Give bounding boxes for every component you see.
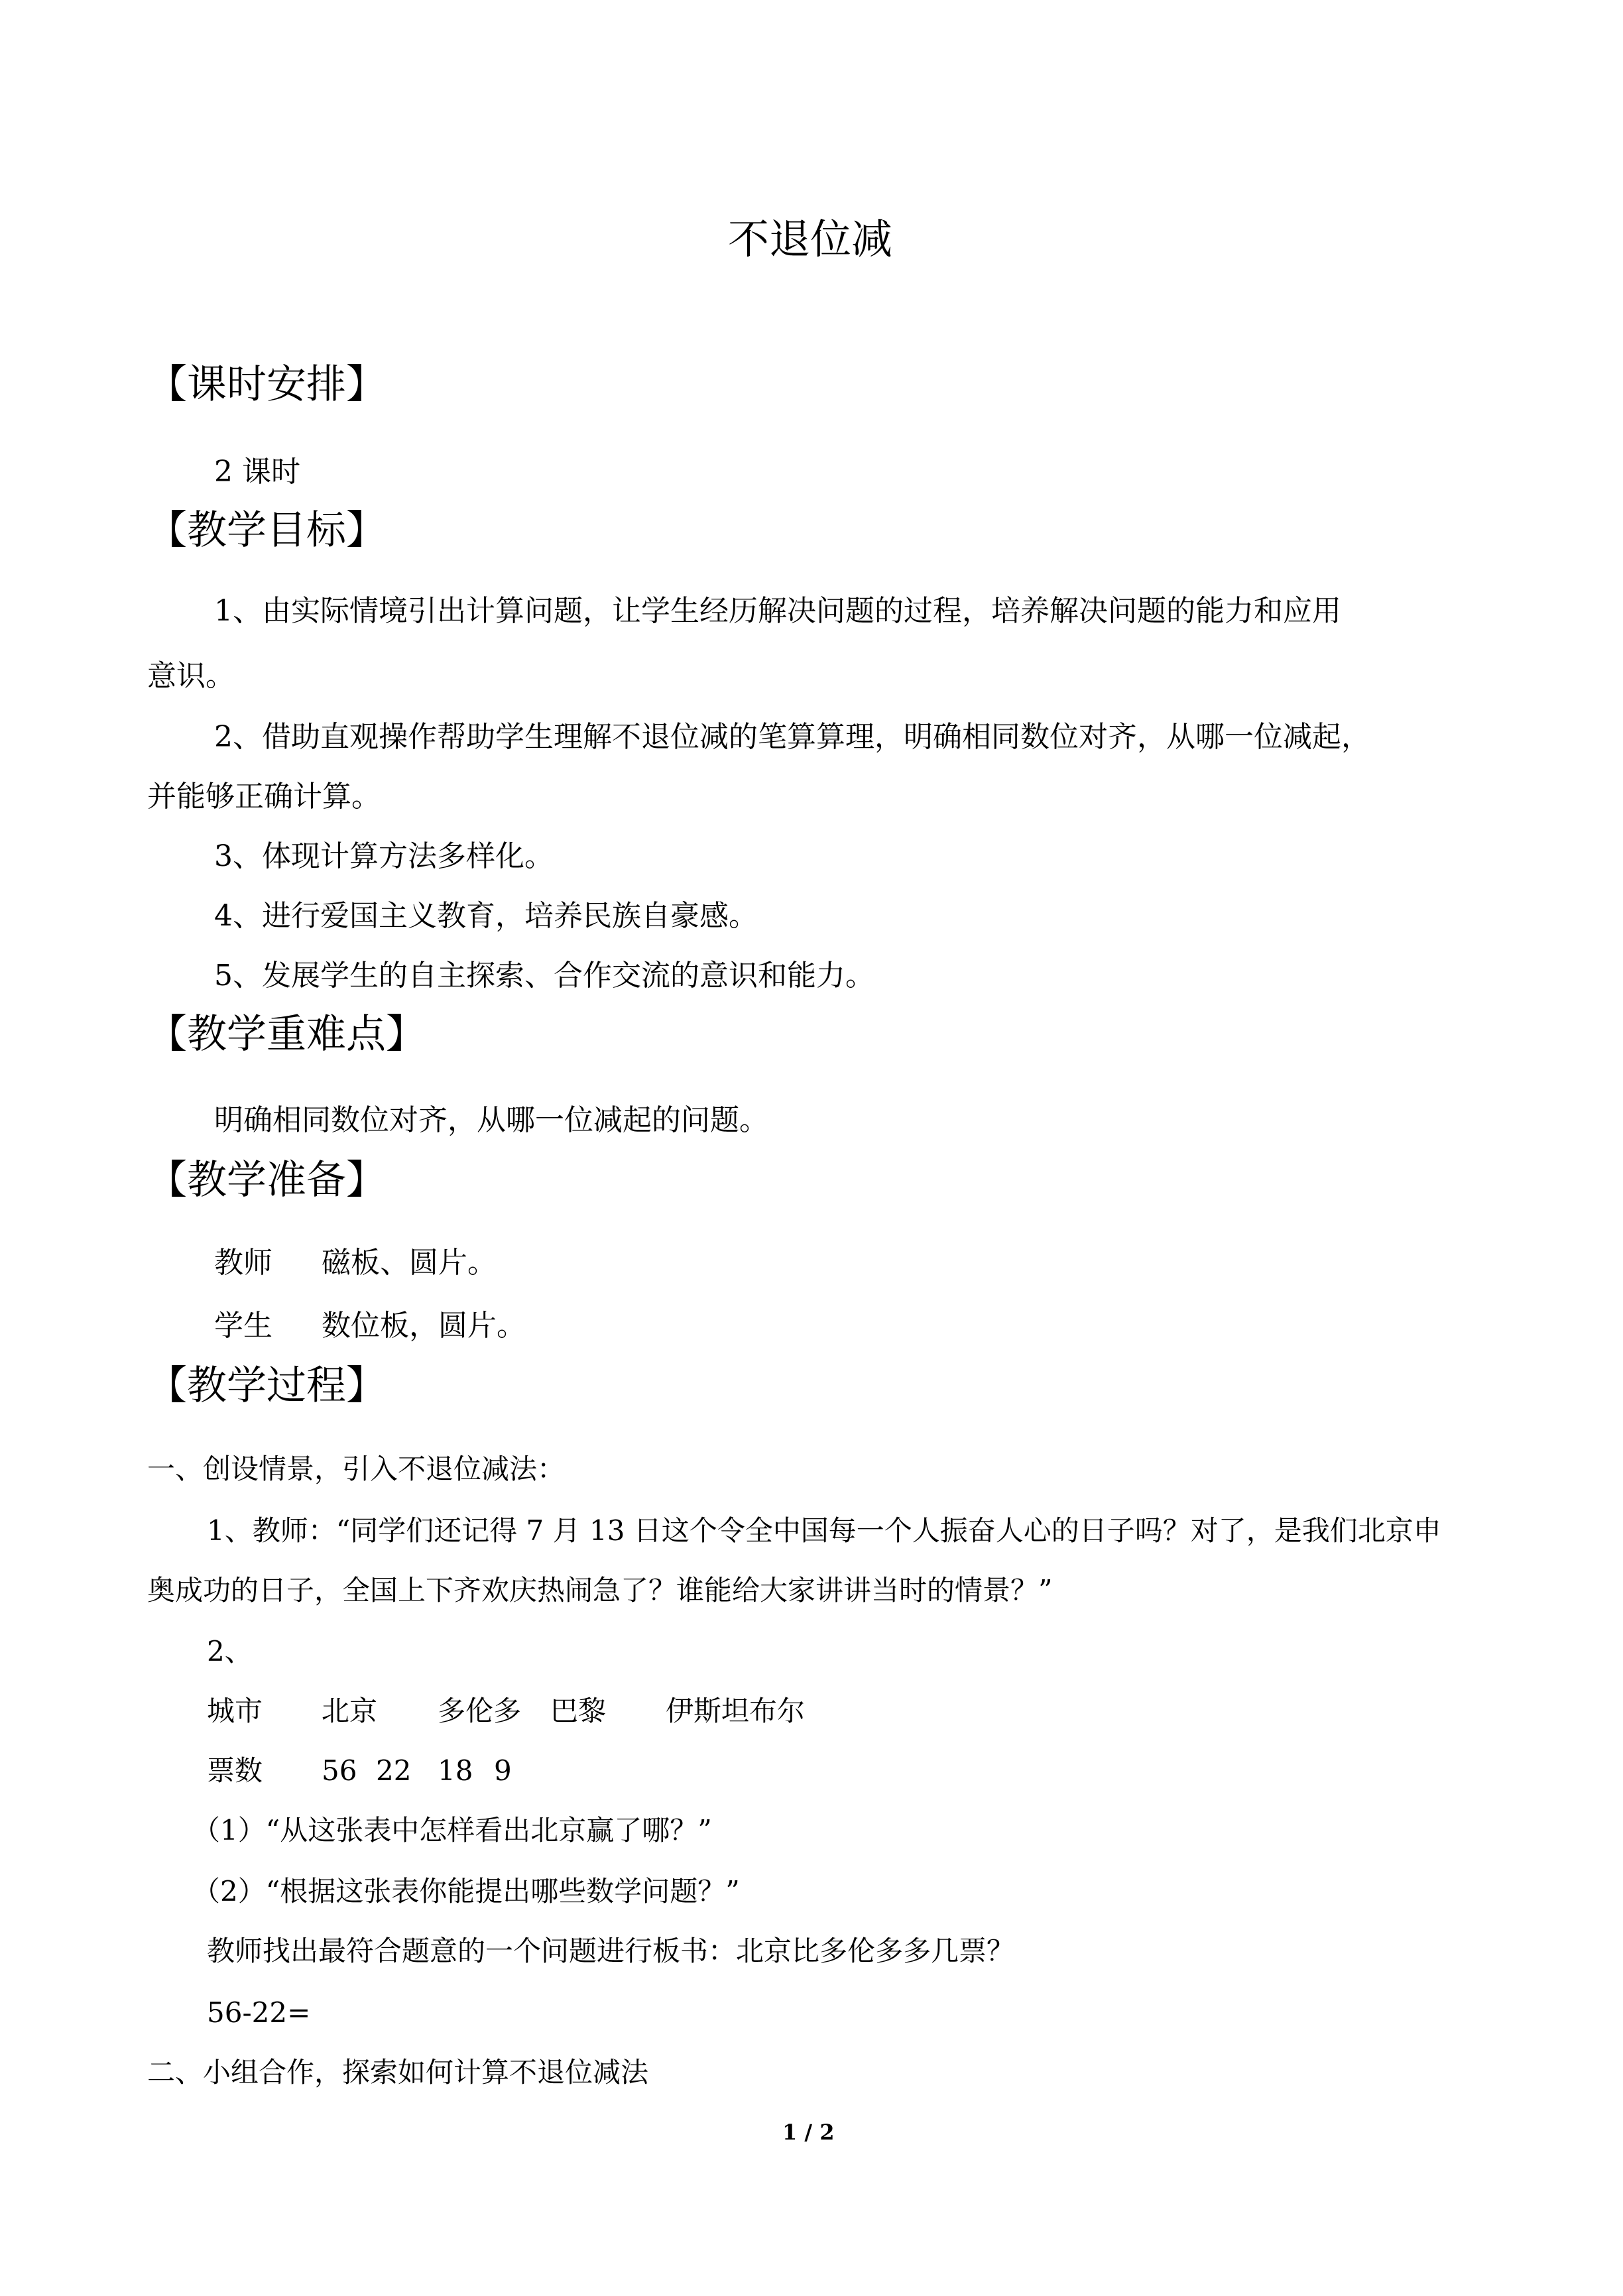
goal-item-1-line-1: 1、由实际情境引出计算问题，让学生经历解决问题的过程，培养解决问题的能力和应用 bbox=[214, 594, 1341, 628]
vote-cell: 18 bbox=[438, 1754, 473, 1787]
teacher-label: 教师 bbox=[214, 1246, 272, 1280]
vote-cell: 22 bbox=[376, 1754, 412, 1787]
votes-row-label: 票数 bbox=[207, 1754, 263, 1787]
teacher-materials: 磁板、圆片。 bbox=[322, 1246, 497, 1280]
board-note: 教师找出最符合题意的一个问题进行板书：北京比多伦多多几票？ bbox=[207, 1935, 1015, 1967]
section-heading-goals: 【教学目标】 bbox=[147, 507, 386, 554]
goal-item-3: 3、体现计算方法多样化。 bbox=[214, 839, 554, 873]
city-row-label: 城市 bbox=[207, 1695, 263, 1727]
goal-item-4: 4、进行爱国主义教育，培养民族自豪感。 bbox=[214, 899, 758, 933]
section-heading-schedule: 【课时安排】 bbox=[147, 361, 386, 408]
step-2-label: 2、 bbox=[207, 1635, 253, 1667]
schedule-text: 2 课时 bbox=[214, 455, 300, 489]
city-cell: 多伦多 bbox=[438, 1695, 522, 1727]
vote-cell: 56 bbox=[322, 1754, 357, 1787]
section-heading-process: 【教学过程】 bbox=[147, 1362, 386, 1409]
goal-item-5: 5、发展学生的自主探索、合作交流的意识和能力。 bbox=[214, 959, 874, 993]
equation: 56-22= bbox=[207, 1996, 311, 2029]
section-heading-preparation: 【教学准备】 bbox=[147, 1157, 386, 1203]
student-label: 学生 bbox=[214, 1309, 272, 1343]
vote-cell: 9 bbox=[494, 1754, 512, 1787]
city-cell: 巴黎 bbox=[550, 1695, 607, 1727]
student-materials: 数位板，圆片。 bbox=[322, 1309, 526, 1343]
section-heading-key-points: 【教学重难点】 bbox=[147, 1011, 426, 1057]
question-1: （1）“从这张表中怎样看出北京赢了哪？” bbox=[192, 1814, 712, 1846]
goal-item-1-line-2: 意识。 bbox=[147, 659, 235, 693]
part-1-title: 一、创设情景，引入不退位减法： bbox=[147, 1453, 566, 1485]
city-cell: 伊斯坦布尔 bbox=[666, 1695, 806, 1727]
part-2-title: 二、小组合作，探索如何计算不退位减法 bbox=[147, 2056, 649, 2088]
city-cell: 北京 bbox=[322, 1695, 378, 1727]
goal-item-2-line-1: 2、借助直观操作帮助学生理解不退位减的笔算算理，明确相同数位对齐，从哪一位减起， bbox=[214, 720, 1370, 754]
page-number: 1 / 2 bbox=[782, 2120, 835, 2145]
key-points-text: 明确相同数位对齐，从哪一位减起的问题。 bbox=[214, 1103, 768, 1137]
question-2: （2）“根据这张表你能提出哪些数学问题？” bbox=[192, 1875, 740, 1907]
step-1-line-2: 奥成功的日子，全国上下齐欢庆热闹急了？谁能给大家讲讲当时的情景？” bbox=[147, 1574, 1053, 1606]
document-title: 不退位减 bbox=[728, 215, 893, 263]
step-1-line-1: 1、教师：“同学们还记得 7 月 13 日这个令全中国每一个人振奋人心的日子吗？对了，是我们北京申 bbox=[207, 1514, 1441, 1547]
goal-item-2-line-2: 并能够正确计算。 bbox=[147, 780, 381, 814]
